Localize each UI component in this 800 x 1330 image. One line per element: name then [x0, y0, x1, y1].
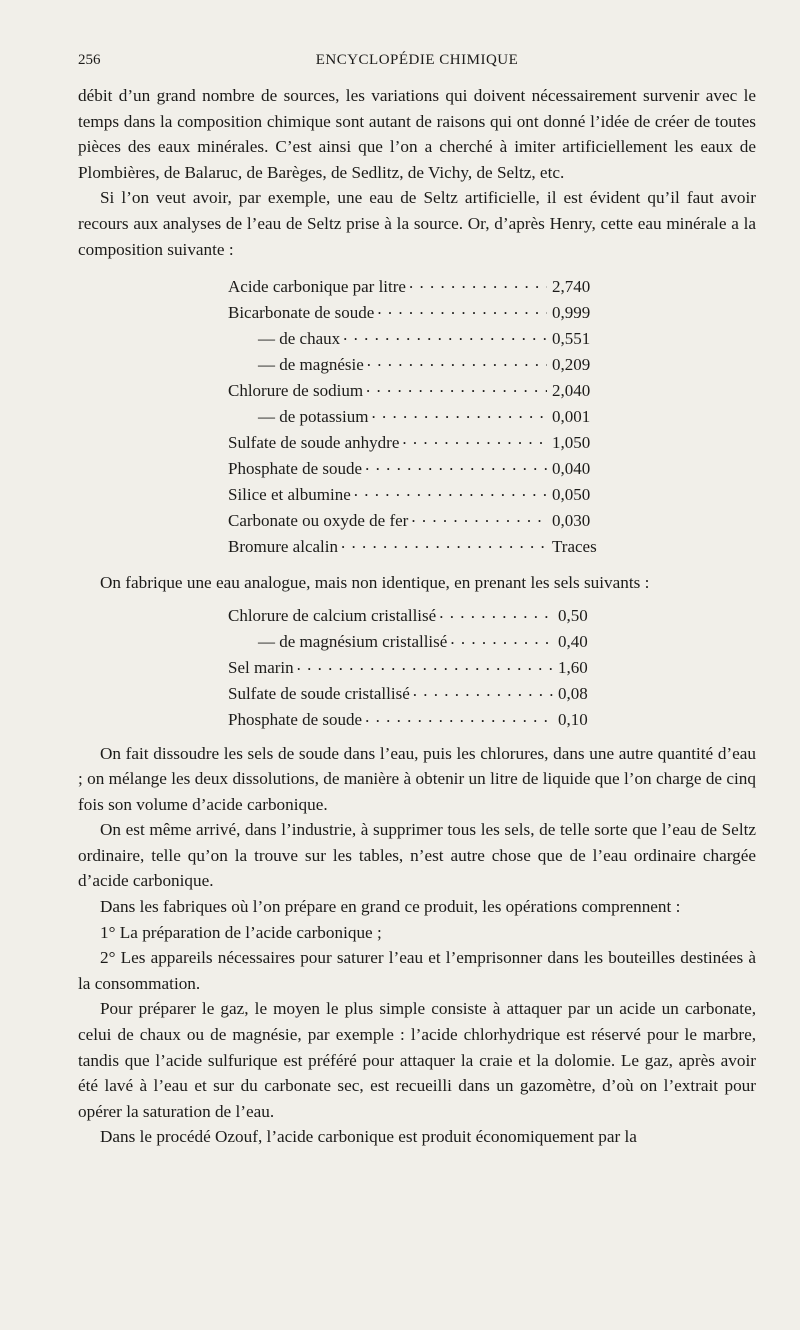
paragraph: Dans le procédé Ozouf, l’acide carbonique est produit économiquement par la [100, 1127, 637, 1147]
row-label: Bromure alcalin [228, 536, 338, 556]
row-value: 0,030 [552, 510, 591, 530]
table-row [228, 507, 608, 533]
row-label: Sel marin [228, 658, 294, 678]
table-row [228, 533, 608, 559]
row-label: Sulfate de soude cristallisé [228, 684, 410, 704]
paragraph: On fabrique une eau analogue, mais non identique, en prenant les sels suivants : [100, 572, 650, 592]
row-value: 0,551 [552, 328, 591, 348]
table-row [228, 455, 608, 481]
paragraph: On est même arrivé, dans l’industrie, à supprimer tous les sels, de telle sorte que l’eau de Seltz ordinaire, telle qu’on la trouve sur les tables, n’est autre chose que de l’eau ordinaire chargée d’acide carbonique. [78, 820, 756, 891]
table-row [228, 707, 614, 733]
paragraph: débit d’un grand nombre de sources, les variations qui doivent nécessairement survenir avec le temps dans la composition chimique sont autant de raisons qui ont donné l’idée de créer de toutes pièces des eaux minérales. C’est ainsi que l’on a cherché à imiter artificiellement les eaux de Plombières, de Balaruc, de Barèges, de Sedlitz, de Vichy, de Seltz, etc. [78, 86, 756, 182]
row-label: Chlorure de sodium [228, 380, 364, 400]
list-item: 1° La préparation de l’acide carbonique ; [100, 922, 382, 942]
row-label: Chlorure de calcium cristallisé [228, 606, 437, 626]
row-label: Acide carbonique par litre [228, 276, 406, 296]
paragraph: On fait dissoudre les sels de soude dans l’eau, puis les chlorures, dans une autre quantité d’eau ; on mélange les deux dissolutions, de manière à obtenir un litre de liquide que l’on charge de cinq fois son volume d’acide carbonique. [78, 743, 756, 814]
table-row [228, 403, 608, 429]
page-number: 256 [78, 52, 101, 68]
row-value: 0,40 [558, 632, 588, 652]
table-row [228, 351, 608, 377]
paragraph: Si l’on veut avoir, par exemple, une eau de Seltz artificielle, il est évident qu’il faut avoir recours aux analyses de l’eau de Seltz prise à la source. Or, d’après Henry, cette eau minérale a la composition suivante : [78, 188, 756, 259]
row-value: 0,040 [552, 458, 591, 478]
table-row [228, 377, 608, 403]
page-header [78, 52, 756, 76]
row-value: 0,10 [558, 710, 588, 730]
row-value: 1,60 [558, 658, 588, 678]
row-value: 0,209 [552, 354, 591, 374]
composition-table [228, 273, 608, 559]
table-row [228, 655, 614, 681]
table-row [228, 299, 608, 325]
row-label: Bicarbonate de soude [228, 302, 375, 322]
table-row [228, 603, 614, 629]
row-label: Phosphate de soude [228, 458, 363, 478]
table-row [228, 629, 614, 655]
running-title: ENCYCLOPÉDIE CHIMIQUE [315, 52, 519, 68]
table-row [228, 325, 608, 351]
table-row [228, 273, 608, 299]
row-label: Silice et albumine [228, 484, 351, 504]
row-value: 0,999 [552, 302, 591, 322]
table-row [228, 681, 614, 707]
row-label: — de potassium [258, 406, 369, 426]
salts-table [228, 603, 614, 733]
paragraph: Dans les fabriques où l’on prépare en grand ce produit, les opérations comprennent : [100, 897, 681, 917]
row-value: 2,740 [552, 276, 591, 296]
row-label: Carbonate ou oxyde de fer [228, 510, 409, 530]
row-label: — de magnésium cristallisé [258, 632, 448, 652]
row-label: — de magnésie [258, 354, 364, 374]
table-row [228, 481, 608, 507]
paragraph: Pour préparer le gaz, le moyen le plus simple consiste à attaquer par un acide un carbonate, celui de chaux ou de magnésie, par exemple : l’acide chlorhydrique est réservé pour le marbre, tandis que l’acide sulfurique est préféré pour attaquer la craie et la dolomie. Le gaz, après avoir été lavé à l’eau et sur du carbonate sec, est recueilli dans un gazomètre, d’où on l’extrait pour opérer la saturation de l’eau. [78, 999, 756, 1121]
row-value: 1,050 [552, 432, 591, 452]
row-value: 0,08 [558, 684, 588, 704]
list-item: 2° Les appareils nécessaires pour saturer l’eau et l’emprisonner dans les bouteilles destinées à la consommation. [78, 948, 756, 993]
row-label: Sulfate de soude anhydre [228, 432, 400, 452]
row-value: 2,040 [552, 380, 591, 400]
row-label: Phosphate de soude [228, 710, 363, 730]
row-value: 0,050 [552, 484, 591, 504]
row-value: 0,001 [552, 406, 591, 426]
table-row [228, 429, 608, 455]
page-body [78, 83, 756, 1150]
row-label: — de chaux [258, 328, 341, 348]
row-value: 0,50 [558, 606, 588, 626]
row-value: Traces [552, 536, 597, 556]
